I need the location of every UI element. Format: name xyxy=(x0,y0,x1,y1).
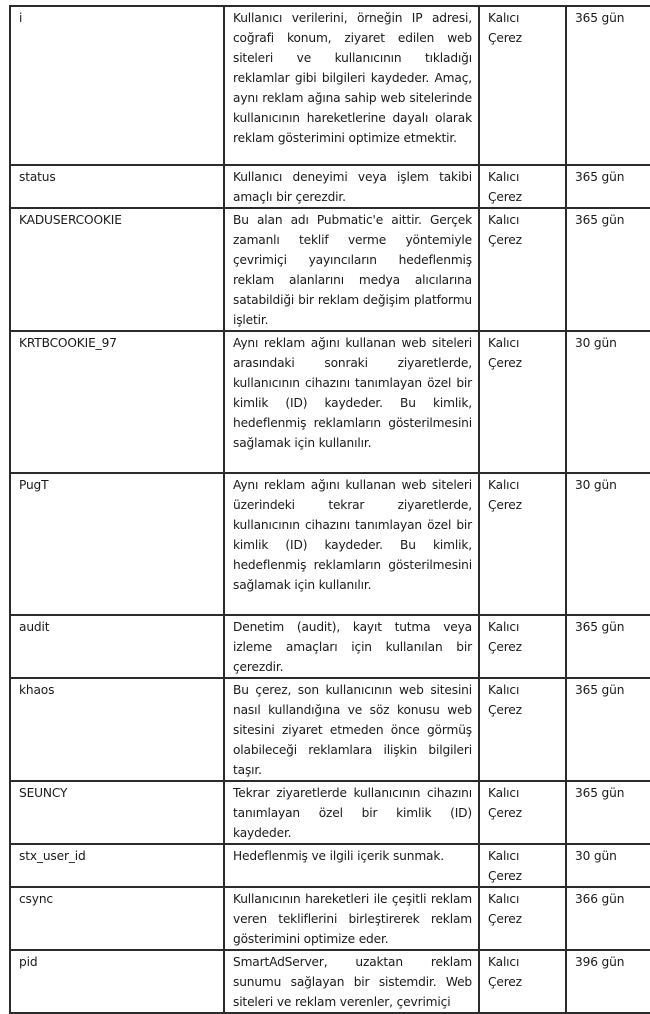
cookie-type-line1: Kalıcı xyxy=(488,170,520,184)
cookie-duration: 30 gün xyxy=(566,473,650,615)
cookie-type-line2: Çerez xyxy=(488,498,522,512)
table-row xyxy=(10,6,650,165)
table-row xyxy=(10,844,650,887)
cookie-name: audit xyxy=(10,615,224,678)
cookie-type xyxy=(479,473,566,615)
cookie-type xyxy=(479,887,566,950)
table-row xyxy=(10,781,650,844)
cookie-type-line1: Kalıcı xyxy=(488,683,520,697)
cookie-type-line2: Çerez xyxy=(488,233,522,247)
cookie-duration: 365 gün xyxy=(566,208,650,331)
cookie-description: Kullanıcının hareketleri ile çeşitli reklam veren tekliflerini birleştirerek reklam gösterimini optimize eder. xyxy=(224,887,479,950)
cookie-type-line2: Çerez xyxy=(488,869,522,883)
table-row xyxy=(10,678,650,781)
cookie-type xyxy=(479,6,566,165)
cookie-description: Kullanıcı deneyimi veya işlem takibi amaçlı bir çerezdir. xyxy=(224,165,479,208)
cookie-description: Hedeflenmiş ve ilgili içerik sunmak. xyxy=(224,844,479,887)
cookie-type-line2: Çerez xyxy=(488,975,522,989)
cookie-name: PugT xyxy=(10,473,224,615)
cookie-duration: 365 gün xyxy=(566,781,650,844)
cookie-description: Bu alan adı Pubmatic'e aittir. Gerçek zamanlı teklif verme yöntemiyle çevrimiçi yayıncıların hedeflenmiş reklam alanlarını medya alıcılarına satabildiği bir reklam değişim platformu işletir. xyxy=(224,208,479,331)
cookie-type-line2: Çerez xyxy=(488,703,522,717)
cookie-type-line1: Kalıcı xyxy=(488,849,520,863)
cookie-type xyxy=(479,615,566,678)
cookie-description: Bu çerez, son kullanıcının web sitesini nasıl kullandığına ve söz konusu web sitesini ziyaret etmeden önce görmüş olabileceği reklamlara ilişkin bilgileri taşır. xyxy=(224,678,479,781)
cookie-description: SmartAdServer, uzaktan reklam sunumu sağlayan bir sistemdir. Web siteleri ve reklam verenler, çevrimiçi xyxy=(224,950,479,1013)
table-row xyxy=(10,208,650,331)
cookie-name: khaos xyxy=(10,678,224,781)
cookie-type-line1: Kalıcı xyxy=(488,786,520,800)
cookie-type-line1: Kalıcı xyxy=(488,336,520,350)
cookie-type-line2: Çerez xyxy=(488,356,522,370)
table-row xyxy=(10,165,650,208)
cookie-name: csync xyxy=(10,887,224,950)
cookie-type-line1: Kalıcı xyxy=(488,478,520,492)
cookie-name: SEUNCY xyxy=(10,781,224,844)
cookie-type-line1: Kalıcı xyxy=(488,11,520,25)
table-row xyxy=(10,473,650,615)
cookie-name: pid xyxy=(10,950,224,1013)
cookie-type-line2: Çerez xyxy=(488,31,522,45)
table-row xyxy=(10,615,650,678)
cookie-description: Aynı reklam ağını kullanan web siteleri arasındaki sonraki ziyaretlerde, kullanıcının cihazını tanımlayan özel bir kimlik (ID) kaydeder. Bu kimlik, hedeflenmiş reklamların gösterilmesini sağlamak için kullanılır. xyxy=(224,331,479,473)
cookie-duration: 365 gün xyxy=(566,678,650,781)
table-row xyxy=(10,950,650,1013)
cookie-type-line1: Kalıcı xyxy=(488,955,520,969)
cookie-duration: 396 gün xyxy=(566,950,650,1013)
table-row xyxy=(10,331,650,473)
cookie-type xyxy=(479,950,566,1013)
cookie-name: stx_user_id xyxy=(10,844,224,887)
cookie-duration: 365 gün xyxy=(566,615,650,678)
cookie-description: Kullanıcı verilerini, örneğin IP adresi, coğrafi konum, ziyaret edilen web siteleri ve kullanıcının tıkladığı reklamlar gibi bilgileri kaydeder. Amaç, aynı reklam ağına sahip web sitelerinde kullanıcının hareketlerine dayalı olarak reklam gösterimini optimize etmektir. xyxy=(224,6,479,165)
cookie-duration: 365 gün xyxy=(566,6,650,165)
cookie-duration: 366 gün xyxy=(566,887,650,950)
cookie-type xyxy=(479,165,566,208)
cookie-name: KADUSERCOOKIE xyxy=(10,208,224,331)
cookie-table xyxy=(9,5,650,1014)
cookie-description: Denetim (audit), kayıt tutma veya izleme amaçları için kullanılan bir çerezdir. xyxy=(224,615,479,678)
cookie-type xyxy=(479,331,566,473)
cookie-type xyxy=(479,678,566,781)
cookie-duration: 365 gün xyxy=(566,165,650,208)
cookie-description: Tekrar ziyaretlerde kullanıcının cihazını tanımlayan özel bir kimlik (ID) kaydeder. xyxy=(224,781,479,844)
cookie-type-line2: Çerez xyxy=(488,912,522,926)
cookie-name: KRTBCOOKIE_97 xyxy=(10,331,224,473)
cookie-type-line2: Çerez xyxy=(488,190,522,204)
cookie-type-line2: Çerez xyxy=(488,806,522,820)
cookie-type xyxy=(479,208,566,331)
cookie-name: i xyxy=(10,6,224,165)
cookie-type xyxy=(479,844,566,887)
cookie-type xyxy=(479,781,566,844)
cookie-description: Aynı reklam ağını kullanan web siteleri üzerindeki tekrar ziyaretlerde, kullanıcının cihazını tanımlayan özel bir kimlik (ID) kaydeder. Bu kimlik, hedeflenmiş reklamların gösterilmesini sağlamak için kullanılır. xyxy=(224,473,479,615)
cookie-type-line1: Kalıcı xyxy=(488,620,520,634)
cookie-duration: 30 gün xyxy=(566,844,650,887)
cookie-type-line2: Çerez xyxy=(488,640,522,654)
cookie-duration: 30 gün xyxy=(566,331,650,473)
cookie-type-line1: Kalıcı xyxy=(488,213,520,227)
table-row xyxy=(10,887,650,950)
cookie-type-line1: Kalıcı xyxy=(488,892,520,906)
cookie-name: status xyxy=(10,165,224,208)
